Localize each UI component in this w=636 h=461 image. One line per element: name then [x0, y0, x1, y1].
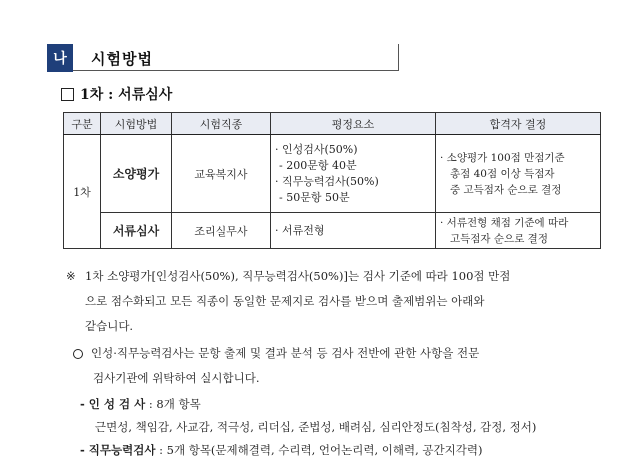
- bullet-paragraph: [73, 341, 603, 366]
- item-value: : 8개 항목: [148, 397, 201, 411]
- factor-line: · 인성검사(50%): [275, 142, 358, 156]
- bullet-line: 검사기관에 위탁하여 실시합니다.: [93, 371, 260, 385]
- bullet-paragraph-cont: [93, 366, 623, 391]
- item-line: [80, 439, 482, 461]
- subsection-label: 1차 : 서류심사: [80, 87, 173, 103]
- decision-line: 중 고득점자 순으로 결정: [450, 183, 562, 196]
- item-line: [80, 393, 201, 415]
- job-cell: 교육복지사: [172, 135, 271, 213]
- decision-line: 고득점자 순으로 결정: [450, 232, 548, 245]
- section-badge: 나: [47, 44, 73, 72]
- factor-line: · 서류전형: [275, 223, 325, 237]
- decision-cell: [436, 213, 601, 249]
- decision-cell: [436, 135, 601, 213]
- item-label: - 직무능력검사: [80, 443, 156, 457]
- header-factors: 평정요소: [271, 113, 436, 135]
- decision-line: 총점 40점 이상 득점자: [450, 167, 555, 180]
- factor-line: - 50문항 50분: [279, 190, 350, 204]
- factors-cell: [271, 213, 436, 249]
- reference-mark: ※: [66, 269, 76, 283]
- note-line: 같습니다.: [85, 319, 134, 333]
- factors-cell: [271, 135, 436, 213]
- header-decision: 합격자 결정: [436, 113, 601, 135]
- section-underline: [73, 70, 399, 71]
- subsection-heading: [61, 84, 172, 104]
- factor-line: - 200문항 40분: [279, 158, 357, 172]
- circle-bullet-icon: [73, 349, 83, 359]
- table-header-row: [64, 113, 601, 135]
- section-right-border: [398, 44, 399, 71]
- method-cell: 서류심사: [101, 213, 172, 249]
- table-row: [64, 135, 601, 213]
- checkbox-icon: [61, 88, 74, 101]
- factor-line: · 직무능력검사(50%): [275, 174, 379, 188]
- header-method: 시험방법: [101, 113, 172, 135]
- item-value: : 5개 항목(문제해결력, 수리력, 언어논리력, 이해력, 공간지각력): [159, 443, 483, 457]
- job-cell: 조리실무사: [172, 213, 271, 249]
- note-line: 1차 소양평가[인성검사(50%), 직무능력검사(50%)]는 검사 기준에 따라 100점 만점: [85, 269, 511, 283]
- method-cell: 소양평가: [101, 135, 172, 213]
- decision-line: · 소양평가 100점 만점기준: [440, 151, 565, 164]
- header-job: 시험직종: [172, 113, 271, 135]
- note-block: [66, 264, 604, 339]
- stage-cell: 1차: [64, 135, 101, 249]
- section-header: [47, 44, 399, 72]
- decision-line: · 서류전형 채점 기준에 따라: [440, 216, 569, 229]
- item-value: 근면성, 책임감, 사교감, 적극성, 리더십, 준법성, 배려심, 심리안정도(침착성, 감정, 정서): [95, 420, 537, 434]
- item-label: - 인 성 검 사: [80, 397, 146, 411]
- bullet-line: 인성·직무능력검사는 문항 출제 및 결과 분석 등 검사 전반에 관한 사항을 전문: [91, 346, 480, 360]
- header-category: 구분: [64, 113, 101, 135]
- exam-method-table: [63, 112, 601, 249]
- section-title: 시험방법: [91, 50, 153, 68]
- note-line: 으로 점수화되고 모든 직종이 동일한 문제지로 검사를 받으며 출제범위는 아래와: [85, 294, 485, 308]
- table-row: [64, 213, 601, 249]
- item-line: [95, 416, 536, 438]
